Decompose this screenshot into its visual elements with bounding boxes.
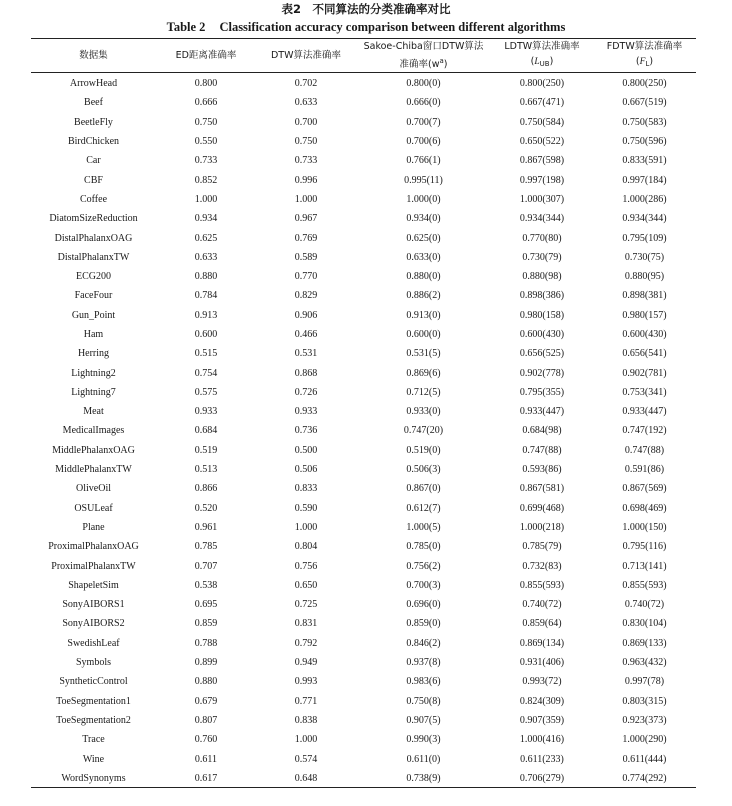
cell-dtw-accuracy: 0.769 [294, 232, 318, 244]
cell-fdtw-accuracy: 0.774(292) [622, 772, 667, 784]
cell-dataset: Beef [84, 97, 103, 109]
table-row [31, 402, 696, 421]
cell-dataset: MiddlePhalanxOAG [52, 444, 135, 456]
table-row [31, 711, 696, 730]
cell-dataset: BeetleFly [74, 116, 113, 128]
cell-dataset: DistalPhalanxOAG [54, 232, 133, 244]
cell-ed-accuracy: 0.733 [194, 155, 218, 167]
table-row [31, 518, 696, 537]
cell-ed-accuracy: 0.750 [194, 116, 218, 128]
cell-dataset: CBF [84, 174, 103, 186]
cell-dataset: OSULeaf [74, 502, 113, 514]
cell-ldtw-accuracy: 0.600(430) [519, 329, 565, 340]
cell-ldtw-accuracy: 0.931(406) [519, 657, 565, 669]
cell-fdtw-accuracy: 0.869(133) [622, 637, 667, 649]
cell-dtw-accuracy: 0.466 [294, 329, 318, 340]
cell-dataset: SyntheticControl [59, 676, 128, 688]
cell-sakoe-chiba-accuracy: 0.506(3) [406, 464, 441, 476]
cell-ldtw-accuracy: 1.000(307) [519, 193, 565, 205]
cell-ed-accuracy: 0.575 [194, 386, 218, 398]
cell-fdtw-accuracy: 1.000(286) [622, 193, 667, 205]
cell-dtw-accuracy: 0.702 [294, 78, 318, 90]
header-sakoe-chiba-accuracy [356, 38, 491, 72]
cell-ed-accuracy: 0.807 [194, 714, 218, 726]
table-row [31, 170, 696, 189]
table-row [31, 209, 696, 228]
cell-sakoe-chiba-accuracy: 1.000(5) [406, 521, 441, 533]
cell-ed-accuracy: 0.625 [194, 232, 218, 244]
cell-ldtw-accuracy: 0.732(83) [522, 560, 562, 572]
table-row [31, 248, 696, 267]
cell-dtw-accuracy: 1.000 [294, 521, 318, 533]
cell-ed-accuracy: 0.899 [194, 657, 218, 669]
cell-fdtw-accuracy: 0.600(430) [622, 329, 667, 340]
cell-fdtw-accuracy: 0.795(116) [622, 541, 667, 553]
cell-dtw-accuracy: 0.967 [294, 213, 318, 225]
cell-ldtw-accuracy: 0.795(355) [519, 386, 565, 398]
header-dataset: 数据集 [79, 49, 108, 61]
cell-ed-accuracy: 0.520 [194, 502, 218, 514]
table-row [31, 634, 696, 653]
cell-fdtw-accuracy: 0.855(593) [622, 579, 667, 591]
cell-sakoe-chiba-accuracy: 0.712(5) [406, 386, 441, 398]
cell-ed-accuracy: 0.913 [194, 309, 218, 321]
table-row [31, 460, 696, 479]
header-ed-accuracy: ED距离准确率 [175, 49, 237, 61]
cell-dtw-accuracy: 0.750 [294, 136, 318, 148]
cell-sakoe-chiba-accuracy: 0.937(8) [406, 657, 441, 669]
cell-ed-accuracy: 0.666 [194, 97, 218, 109]
cell-ldtw-accuracy: 0.867(598) [519, 155, 565, 167]
cell-dtw-accuracy: 0.650 [294, 579, 318, 591]
table-caption-english [0, 18, 732, 36]
cell-sakoe-chiba-accuracy: 0.750(8) [406, 695, 441, 707]
cell-dataset: Symbols [75, 657, 111, 669]
cell-fdtw-accuracy: 0.902(781) [622, 367, 667, 379]
cell-fdtw-accuracy: 0.923(373) [622, 714, 667, 726]
table-row [31, 595, 696, 614]
cell-ldtw-accuracy: 0.730(79) [522, 251, 562, 263]
cell-dataset: BirdChicken [67, 136, 120, 148]
cell-ldtw-accuracy: 0.907(359) [519, 714, 565, 726]
cell-dataset: Car [86, 155, 101, 167]
cell-dataset: Gun_Point [71, 309, 116, 321]
table-row [31, 286, 696, 305]
cell-dtw-accuracy: 0.500 [294, 444, 318, 456]
cell-dataset: Coffee [79, 193, 108, 205]
cell-ed-accuracy: 0.519 [194, 444, 218, 456]
cell-dataset: Plane [82, 521, 105, 533]
cell-ed-accuracy: 0.679 [194, 695, 218, 707]
cell-ldtw-accuracy: 0.933(447) [519, 406, 565, 418]
cell-dtw-accuracy: 0.589 [294, 251, 318, 263]
cell-ldtw-accuracy: 1.000(416) [519, 734, 565, 746]
table-row [31, 730, 696, 749]
table-row [31, 267, 696, 286]
cell-dtw-accuracy: 0.648 [294, 772, 318, 784]
cell-fdtw-accuracy: 0.880(95) [624, 271, 665, 283]
cell-fdtw-accuracy: 0.750(596) [622, 136, 667, 148]
cell-sakoe-chiba-accuracy: 1.000(0) [406, 193, 441, 205]
header-sakoe-line1: Sakoe-Chiba窗口DTW算法 [363, 40, 484, 52]
cell-sakoe-chiba-accuracy: 0.612(7) [406, 502, 441, 514]
cell-ed-accuracy: 0.785 [194, 541, 218, 553]
cell-ldtw-accuracy: 0.934(344) [519, 213, 565, 225]
cell-ed-accuracy: 0.611 [194, 753, 218, 765]
table-row [31, 363, 696, 382]
cell-dtw-accuracy: 0.804 [294, 541, 318, 553]
cell-dtw-accuracy: 0.868 [294, 367, 318, 379]
cell-dataset: ToeSegmentation2 [56, 714, 131, 726]
table-row [31, 769, 696, 788]
cell-ldtw-accuracy: 0.859(64) [522, 618, 562, 630]
cell-dtw-accuracy: 0.829 [294, 290, 318, 302]
cell-ldtw-accuracy: 0.800(250) [519, 78, 565, 90]
cell-fdtw-accuracy: 0.795(109) [622, 232, 667, 244]
cell-fdtw-accuracy: 0.750(583) [622, 116, 667, 128]
cell-dtw-accuracy: 0.949 [294, 657, 318, 669]
cell-dataset: SonyAIBORS2 [62, 618, 125, 630]
cell-fdtw-accuracy: 0.747(88) [624, 444, 665, 456]
cell-sakoe-chiba-accuracy: 0.934(0) [406, 213, 441, 225]
cell-dtw-accuracy: 0.700 [294, 116, 318, 128]
table-caption-chinese: 表2 不同算法的分类准确率对比 [281, 2, 451, 16]
cell-ldtw-accuracy: 0.667(471) [519, 97, 565, 109]
table-row [31, 113, 696, 132]
cell-dataset: ECG200 [76, 271, 111, 283]
cell-ed-accuracy: 0.880 [194, 676, 218, 688]
cell-ldtw-accuracy: 0.611(233) [520, 753, 564, 765]
cell-ed-accuracy: 0.880 [194, 271, 218, 283]
table-row [31, 556, 696, 575]
header-ldtw-accuracy: LDTW算法准确率 $(L_{UB})$ [504, 40, 580, 68]
cell-ldtw-accuracy: 0.980(158) [519, 309, 565, 321]
header-ldtw-variable: L [534, 56, 540, 67]
cell-dataset: ProximalPhalanxTW [51, 560, 136, 572]
cell-ldtw-accuracy: 0.898(386) [519, 290, 565, 302]
cell-dataset: Trace [82, 734, 105, 746]
cell-dtw-accuracy: 0.574 [294, 753, 318, 765]
cell-sakoe-chiba-accuracy: 0.600(0) [406, 329, 441, 340]
cell-sakoe-chiba-accuracy: 0.747(20) [403, 425, 444, 437]
cell-dtw-accuracy: 0.933 [294, 406, 318, 418]
cell-dataset: Lightning7 [71, 386, 116, 398]
cell-ed-accuracy: 0.933 [194, 406, 218, 418]
cell-dataset: MedicalImages [62, 425, 125, 437]
header-fdtw-subscript: L [645, 59, 650, 68]
cell-fdtw-accuracy: 0.740(72) [624, 599, 665, 611]
cell-dataset: SwedishLeaf [67, 637, 120, 649]
cell-dataset: Meat [83, 406, 104, 418]
cell-ed-accuracy: 0.788 [194, 637, 218, 649]
cell-ldtw-accuracy: 0.650(522) [519, 136, 565, 148]
cell-sakoe-chiba-accuracy: 0.800(0) [406, 78, 441, 90]
cell-ldtw-accuracy: 0.880(98) [522, 271, 562, 283]
cell-dtw-accuracy: 0.736 [294, 425, 318, 437]
cell-ed-accuracy: 0.961 [194, 521, 218, 533]
cell-dataset: DiatomSizeReduction [49, 213, 138, 225]
table-row [31, 692, 696, 711]
cell-sakoe-chiba-accuracy: 0.859(0) [406, 618, 441, 630]
cell-fdtw-accuracy: 0.833(591) [622, 155, 667, 167]
cell-dataset: SonyAIBORS1 [62, 599, 125, 611]
cell-sakoe-chiba-accuracy: 0.990(3) [406, 734, 441, 746]
cell-fdtw-accuracy: 0.867(569) [622, 483, 667, 495]
cell-dtw-accuracy: 0.756 [294, 560, 318, 572]
cell-dtw-accuracy: 0.993 [294, 676, 318, 688]
header-sakoe-superscript: a [439, 56, 444, 65]
cell-sakoe-chiba-accuracy: 0.666(0) [406, 97, 441, 109]
cell-fdtw-accuracy: 0.830(104) [622, 618, 667, 630]
cell-ed-accuracy: 0.934 [194, 213, 218, 225]
cell-fdtw-accuracy: 1.000(150) [622, 521, 667, 533]
cell-sakoe-chiba-accuracy: 0.785(0) [406, 541, 441, 553]
cell-fdtw-accuracy: 0.963(432) [622, 657, 667, 669]
cell-sakoe-chiba-accuracy: 0.867(0) [406, 483, 441, 495]
cell-ldtw-accuracy: 0.656(525) [519, 348, 565, 360]
cell-dtw-accuracy: 0.506 [294, 464, 318, 476]
cell-ldtw-accuracy: 0.867(581) [519, 483, 565, 495]
cell-dataset: WordSynonyms [61, 772, 126, 784]
cell-ed-accuracy: 0.538 [194, 579, 218, 591]
cell-dtw-accuracy: 1.000 [294, 734, 318, 746]
cell-sakoe-chiba-accuracy: 0.756(2) [406, 560, 441, 572]
cell-dtw-accuracy: 0.906 [294, 309, 318, 321]
cell-fdtw-accuracy: 0.591(86) [624, 464, 665, 476]
cell-fdtw-accuracy: 0.800(250) [622, 78, 667, 90]
cell-dtw-accuracy: 0.633 [294, 97, 318, 109]
cell-fdtw-accuracy: 0.730(75) [624, 251, 665, 263]
cell-dtw-accuracy: 0.838 [294, 714, 318, 726]
cell-dataset: ProximalPhalanxOAG [48, 541, 139, 553]
cell-dtw-accuracy: 0.792 [294, 637, 318, 649]
table-row [31, 537, 696, 556]
cell-fdtw-accuracy: 1.000(290) [622, 734, 667, 746]
cell-ldtw-accuracy: 0.770(80) [522, 232, 562, 244]
table-row [31, 132, 696, 151]
cell-dataset: Ham [83, 329, 104, 340]
table-row [31, 72, 696, 93]
cell-ldtw-accuracy: 0.750(584) [519, 116, 565, 128]
cell-sakoe-chiba-accuracy: 0.913(0) [406, 309, 441, 321]
header-ldtw-subscript: UB [539, 59, 550, 68]
cell-sakoe-chiba-accuracy: 0.738(9) [406, 772, 441, 784]
cell-dataset: Wine [82, 753, 105, 765]
table-header-row [31, 38, 696, 72]
cell-sakoe-chiba-accuracy: 0.700(7) [406, 116, 441, 128]
table-row [31, 672, 696, 691]
accuracy-comparison-table [31, 38, 696, 788]
cell-ldtw-accuracy: 0.593(86) [522, 464, 562, 476]
cell-ed-accuracy: 0.633 [194, 251, 218, 263]
cell-ed-accuracy: 1.000 [194, 193, 218, 205]
cell-sakoe-chiba-accuracy: 0.846(2) [406, 637, 441, 649]
cell-fdtw-accuracy: 0.997(78) [624, 676, 665, 688]
cell-dtw-accuracy: 0.771 [294, 695, 318, 707]
cell-ldtw-accuracy: 0.902(778) [519, 367, 565, 379]
cell-ed-accuracy: 0.515 [194, 348, 218, 360]
cell-dtw-accuracy: 0.725 [294, 599, 318, 611]
table-row [31, 576, 696, 595]
header-sakoe-line2-suffix: ) [443, 58, 448, 70]
cell-ldtw-accuracy: 0.855(593) [519, 579, 565, 591]
cell-sakoe-chiba-accuracy: 0.611(0) [406, 753, 441, 765]
table-row [31, 190, 696, 209]
cell-ldtw-accuracy: 0.785(79) [522, 541, 562, 553]
header-dtw-accuracy: DTW算法准确率 [270, 49, 341, 61]
cell-sakoe-chiba-accuracy: 0.983(6) [406, 676, 441, 688]
table-row [31, 749, 696, 768]
cell-sakoe-chiba-accuracy: 0.869(6) [406, 367, 441, 379]
cell-ed-accuracy: 0.600 [194, 329, 218, 340]
cell-fdtw-accuracy: 0.747(192) [622, 425, 667, 437]
table-body [31, 72, 696, 788]
cell-fdtw-accuracy: 0.698(469) [622, 502, 667, 514]
cell-ldtw-accuracy: 0.869(134) [519, 637, 565, 649]
header-fdtw-accuracy: FDTW算法准确率 $(F_L)$ [606, 40, 683, 68]
table-row [31, 614, 696, 633]
cell-fdtw-accuracy: 0.667(519) [622, 97, 667, 109]
cell-ldtw-accuracy: 0.706(279) [519, 772, 565, 784]
table-row [31, 383, 696, 402]
cell-sakoe-chiba-accuracy: 0.633(0) [406, 251, 441, 263]
cell-dtw-accuracy: 0.590 [294, 502, 318, 514]
cell-dataset: ToeSegmentation1 [56, 695, 131, 707]
cell-fdtw-accuracy: 0.933(447) [622, 406, 667, 418]
cell-fdtw-accuracy: 0.898(381) [622, 290, 667, 302]
cell-dataset: DistalPhalanxTW [57, 251, 130, 263]
table-title: Classification accuracy comparison between different algorithms [219, 20, 566, 34]
cell-ed-accuracy: 0.513 [194, 464, 218, 476]
header-fdtw-line1: FDTW算法准确率 [606, 40, 683, 52]
table-row [31, 93, 696, 112]
cell-fdtw-accuracy: 0.997(184) [622, 174, 667, 186]
cell-sakoe-chiba-accuracy: 0.995(11) [404, 174, 443, 186]
cell-ldtw-accuracy: 0.997(198) [519, 174, 565, 186]
cell-dataset: Herring [77, 348, 110, 360]
table-row [31, 325, 696, 344]
cell-sakoe-chiba-accuracy: 0.886(2) [406, 290, 441, 302]
table-row [31, 151, 696, 170]
cell-ed-accuracy: 0.754 [194, 367, 218, 379]
cell-dataset: MiddlePhalanxTW [55, 464, 132, 476]
cell-sakoe-chiba-accuracy: 0.531(5) [406, 348, 441, 360]
cell-ed-accuracy: 0.550 [194, 136, 218, 148]
cell-dtw-accuracy: 0.831 [294, 618, 318, 630]
cell-sakoe-chiba-accuracy: 0.766(1) [406, 155, 441, 167]
cell-sakoe-chiba-accuracy: 0.700(6) [406, 136, 441, 148]
cell-ed-accuracy: 0.852 [194, 174, 218, 186]
header-fdtw-variable: F [639, 56, 646, 67]
cell-dataset: ArrowHead [69, 78, 118, 90]
cell-ldtw-accuracy: 0.684(98) [522, 425, 562, 437]
cell-ed-accuracy: 0.760 [194, 734, 218, 746]
cell-ed-accuracy: 0.684 [194, 425, 218, 437]
cell-ed-accuracy: 0.800 [194, 78, 218, 90]
table-number-label: Table 2 [166, 20, 206, 34]
header-sakoe-line2-prefix: 准确率(w [399, 58, 440, 70]
cell-ed-accuracy: 0.695 [194, 599, 218, 611]
cell-dtw-accuracy: 0.770 [294, 271, 318, 283]
cell-sakoe-chiba-accuracy: 0.907(5) [406, 714, 441, 726]
cell-sakoe-chiba-accuracy: 0.933(0) [406, 406, 441, 418]
table-row [31, 479, 696, 498]
cell-dtw-accuracy: 0.733 [294, 155, 318, 167]
cell-fdtw-accuracy: 0.934(344) [622, 213, 667, 225]
cell-dataset: Lightning2 [71, 367, 116, 379]
cell-ldtw-accuracy: 1.000(218) [519, 521, 565, 533]
cell-ldtw-accuracy: 0.699(468) [519, 502, 565, 514]
table-row [31, 499, 696, 518]
cell-ldtw-accuracy: 0.824(309) [519, 695, 565, 707]
cell-ed-accuracy: 0.617 [194, 772, 218, 784]
cell-dtw-accuracy: 0.833 [294, 483, 318, 495]
table-row [31, 421, 696, 440]
cell-ldtw-accuracy: 0.740(72) [522, 599, 562, 611]
cell-dtw-accuracy: 0.996 [294, 174, 318, 186]
cell-dataset: ShapeletSim [68, 579, 119, 591]
cell-dataset: FaceFour [74, 290, 113, 302]
cell-ed-accuracy: 0.866 [194, 483, 218, 495]
cell-ed-accuracy: 0.859 [194, 618, 218, 630]
cell-fdtw-accuracy: 0.713(141) [622, 560, 667, 572]
cell-sakoe-chiba-accuracy: 0.700(3) [406, 579, 441, 591]
table-row [31, 441, 696, 460]
table-row [31, 228, 696, 247]
cell-dataset: OliveOil [76, 483, 111, 495]
cell-ldtw-accuracy: 0.993(72) [522, 676, 562, 688]
table-row [31, 344, 696, 363]
cell-ldtw-accuracy: 0.747(88) [522, 444, 562, 456]
cell-sakoe-chiba-accuracy: 0.880(0) [406, 271, 441, 283]
table-row [31, 306, 696, 325]
table-row [31, 653, 696, 672]
cell-fdtw-accuracy: 0.980(157) [622, 309, 667, 321]
cell-fdtw-accuracy: 0.656(541) [622, 348, 667, 360]
cell-sakoe-chiba-accuracy: 0.625(0) [406, 232, 441, 244]
cell-fdtw-accuracy: 0.753(341) [622, 386, 667, 398]
cell-ed-accuracy: 0.784 [194, 290, 218, 302]
cell-sakoe-chiba-accuracy: 0.519(0) [406, 444, 441, 456]
cell-fdtw-accuracy: 0.611(444) [622, 753, 667, 765]
cell-dtw-accuracy: 1.000 [294, 193, 318, 205]
cell-fdtw-accuracy: 0.803(315) [622, 695, 667, 707]
cell-sakoe-chiba-accuracy: 0.696(0) [406, 599, 441, 611]
header-ldtw-line1: LDTW算法准确率 [504, 40, 580, 52]
cell-dtw-accuracy: 0.531 [294, 348, 318, 360]
cell-ed-accuracy: 0.707 [194, 560, 218, 572]
cell-dtw-accuracy: 0.726 [294, 386, 318, 398]
